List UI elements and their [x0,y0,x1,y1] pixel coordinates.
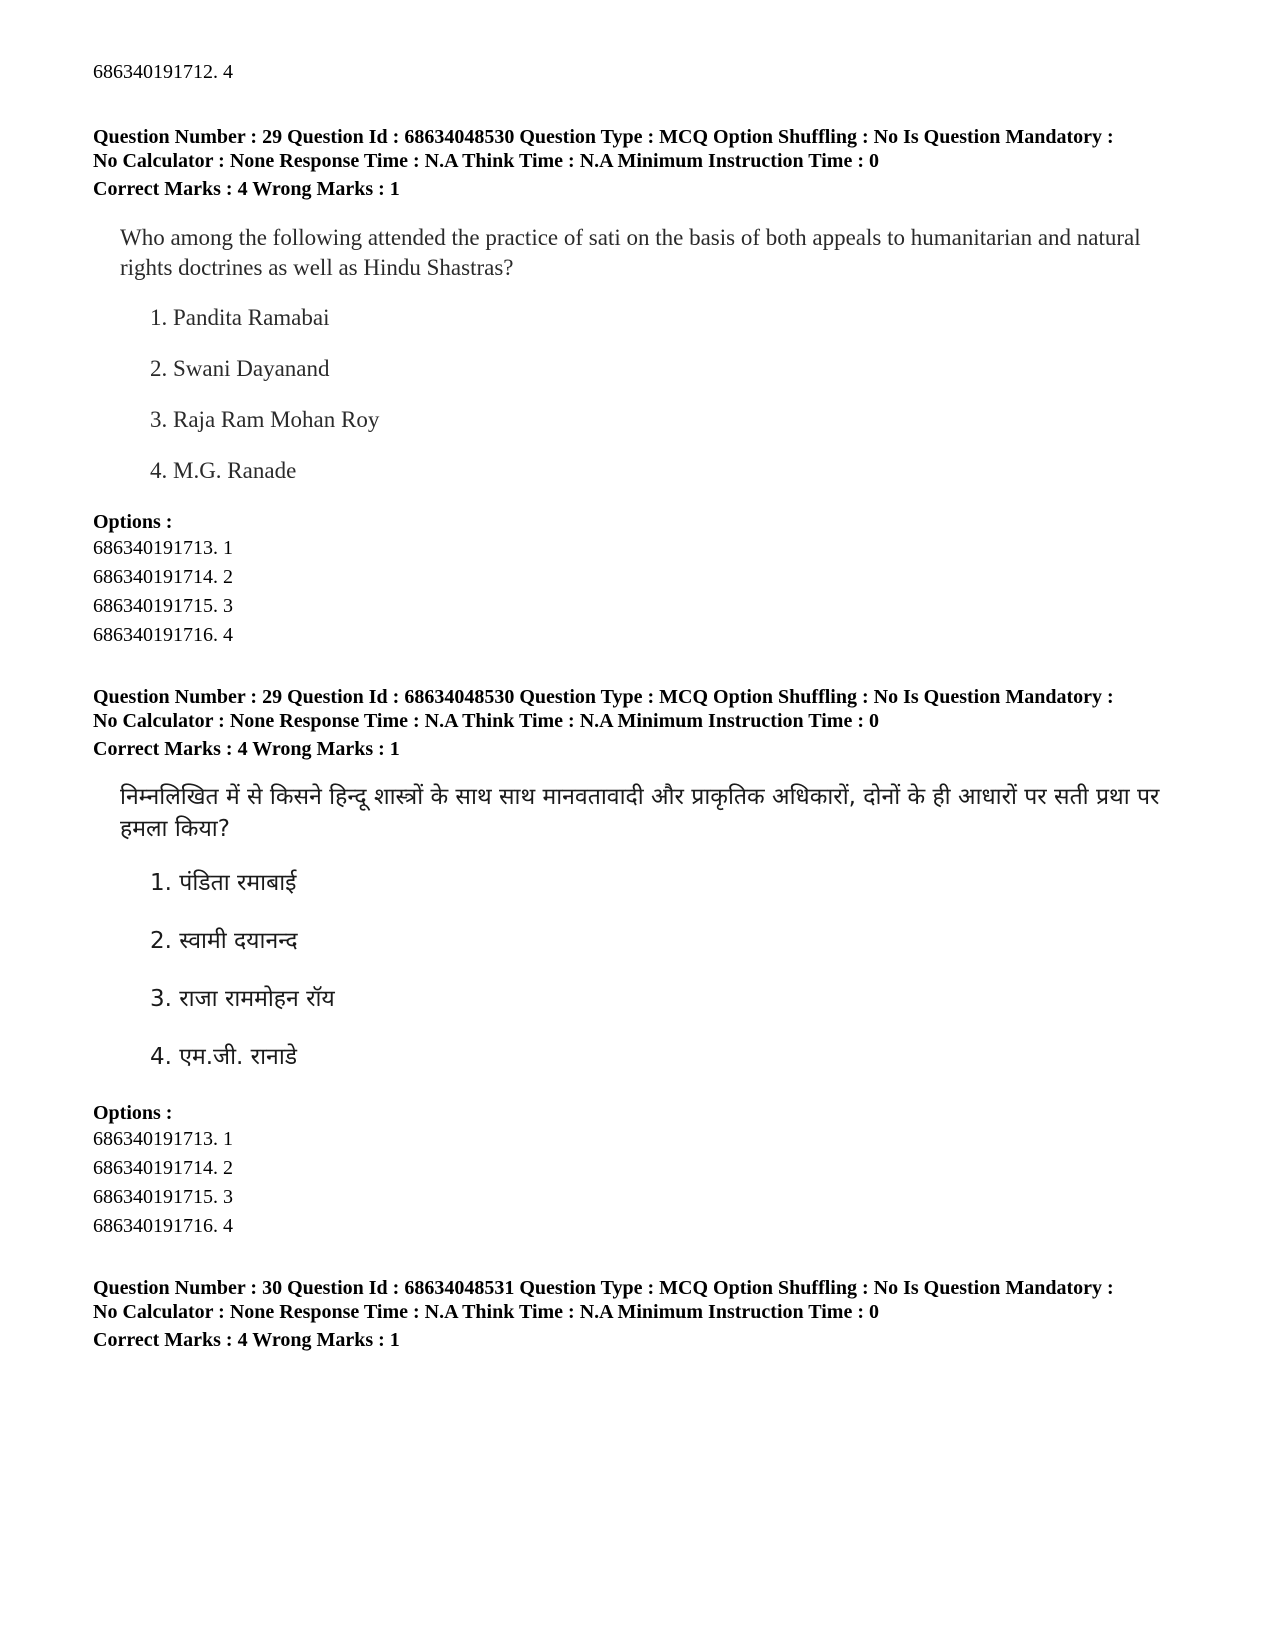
marks-line: Correct Marks : 4 Wrong Marks : 1 [93,178,400,200]
choice-2: 2. Swani Dayanand [150,356,330,381]
option-row: 686340191715. 3 [93,1186,233,1208]
choice-4: 4. M.G. Ranade [150,458,297,483]
question-header-line1: Question Number : 30 Question Id : 68634048531 Question Type : MCQ Option Shuffling : No Is Question Mandatory : [93,1277,1114,1299]
option-row: 686340191714. 2 [93,1157,233,1179]
question-header [93,125,1180,173]
question-block-english [93,125,1180,484]
choice-3: 3. राजा राममोहन रॉय [150,986,335,1012]
question-header-line2: No Calculator : None Response Time : N.A Think Time : N.A Minimum Instruction Time : 0 [93,150,879,172]
question-header [93,685,1180,733]
question-content-hindi [120,781,1180,1071]
option-row: 686340191714. 2 [93,566,233,588]
option-row: 686340191716. 4 [93,624,233,646]
choice-1: 1. Pandita Ramabai [150,305,330,330]
choice-1: 1. पंडिता रमाबाई [150,870,297,896]
question-text: Who among the following attended the practice of sati on the basis of both appeals to humanitarian and natural rights doctrines as well as Hindu Shastras? [120,225,1141,280]
question-header-line2: No Calculator : None Response Time : N.A Think Time : N.A Minimum Instruction Time : 0 [93,1301,879,1323]
question-block-hindi [93,685,1180,1071]
choice-2: 2. स्वामी दयानन्द [150,928,298,954]
choice-3: 3. Raja Ram Mohan Roy [150,407,380,432]
option-row: 686340191715. 3 [93,595,233,617]
marks-line: Correct Marks : 4 Wrong Marks : 1 [93,738,400,760]
question-header-line1: Question Number : 29 Question Id : 68634048530 Question Type : MCQ Option Shuffling : No Is Question Mandatory : [93,126,1114,148]
option-row: 686340191713. 1 [93,537,233,559]
marks-line: Correct Marks : 4 Wrong Marks : 1 [93,1329,400,1351]
question-content [120,223,1180,484]
options-label: Options : [93,511,173,533]
options-block-hindi [93,1101,233,1241]
option-line: 686340191712. 4 [93,61,233,83]
question-header-line1: Question Number : 29 Question Id : 68634048530 Question Type : MCQ Option Shuffling : No Is Question Mandatory : [93,686,1114,708]
question-text: निम्नलिखित में से किसने हिन्दू शास्त्रों के साथ साथ मानवतावादी और प्राकृतिक अधिकारों, दोनों के ही आधारों पर सती प्रथा पर हमला किया? [120,784,1160,842]
question-header-line2: No Calculator : None Response Time : N.A Think Time : N.A Minimum Instruction Time : 0 [93,710,879,732]
question-header [93,1276,1114,1324]
option-row: 686340191713. 1 [93,1128,233,1150]
question-block-30 [93,1276,1114,1352]
options-label: Options : [93,1102,173,1124]
choice-4: 4. एम.जी. रानाडे [150,1044,298,1070]
options-block-english [93,510,233,650]
option-row: 686340191716. 4 [93,1215,233,1237]
